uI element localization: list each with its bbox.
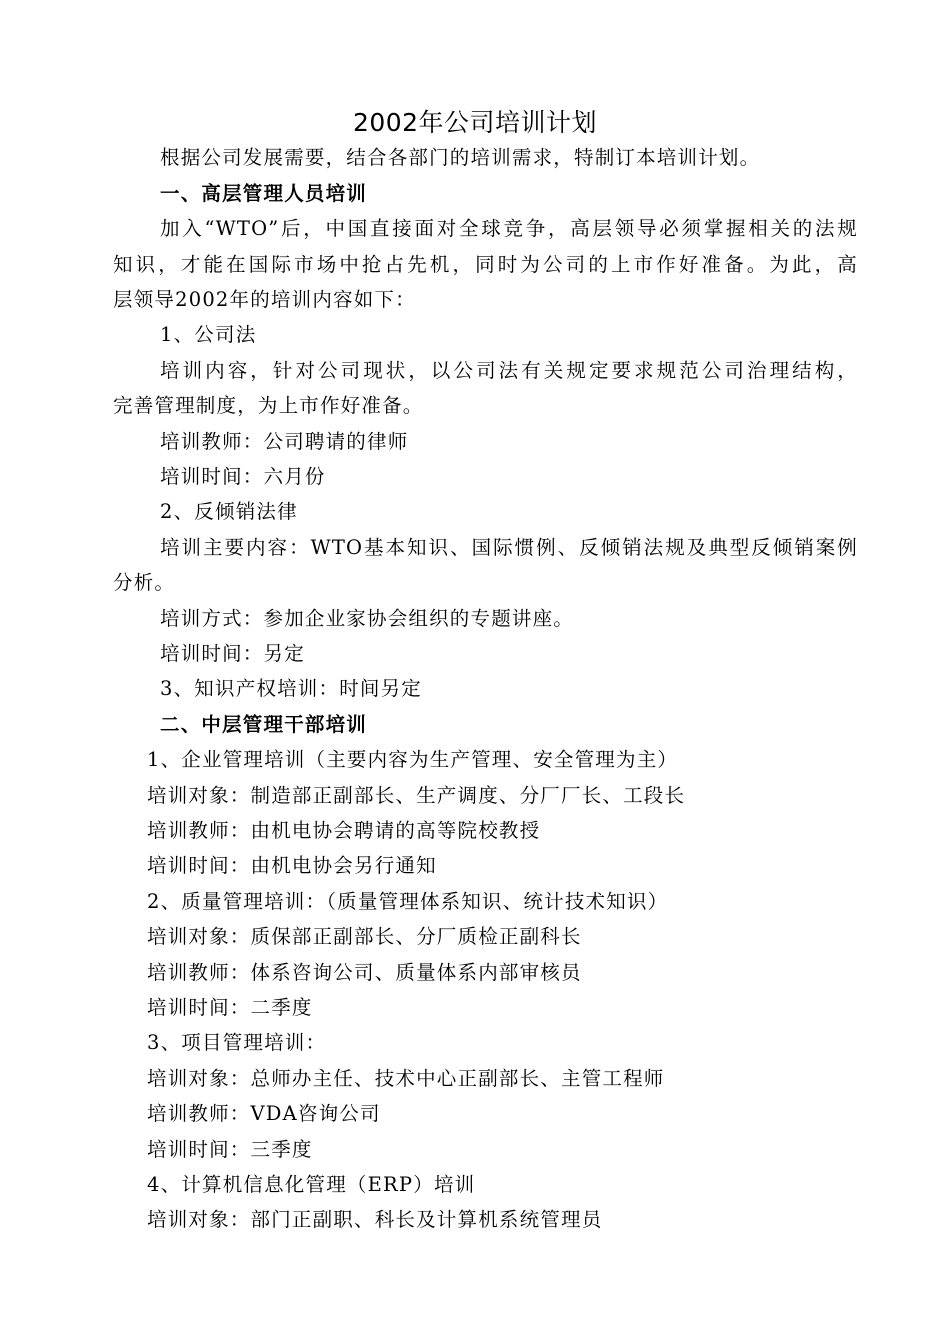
paragraph-line: 加入“WTO”后，中国直接面对全球竞争，高层领导必须掌握相关的法规 bbox=[160, 217, 858, 240]
list-item: 培训时间：三季度 bbox=[147, 1138, 313, 1161]
paragraph-line: 培训主要内容：WTO基本知识、国际惯例、反倾销法规及典型反倾销案例 bbox=[160, 536, 858, 559]
list-item: 培训时间：由机电协会另行通知 bbox=[147, 854, 437, 877]
list-item: 培训对象：制造部正副部长、生产调度、分厂厂长、工段长 bbox=[147, 784, 686, 807]
list-item: 培训教师：体系咨询公司、质量体系内部审核员 bbox=[147, 961, 582, 984]
paragraph-line: 层领导2002年的培训内容如下： bbox=[113, 288, 416, 311]
paragraph-line: 分析。 bbox=[113, 571, 176, 594]
paragraph-line: 完善管理制度，为上市作好准备。 bbox=[113, 394, 424, 417]
subsection-heading: 1、公司法 bbox=[160, 323, 257, 346]
list-item: 培训对象：部门正副职、科长及计算机系统管理员 bbox=[147, 1208, 603, 1231]
list-item: 培训教师：由机电协会聘请的高等院校教授 bbox=[147, 819, 541, 842]
list-item: 培训对象：质保部正副部长、分厂质检正副科长 bbox=[147, 925, 582, 948]
list-item: 培训教师：VDA咨询公司 bbox=[147, 1102, 381, 1125]
list-item: 培训时间：另定 bbox=[160, 642, 305, 665]
list-item: 培训时间：二季度 bbox=[147, 996, 313, 1019]
list-item: 培训教师：公司聘请的律师 bbox=[160, 430, 409, 453]
subsection-heading: 2、质量管理培训：（质量管理体系知识、统计技术知识） bbox=[147, 890, 669, 913]
list-item: 培训对象：总师办主任、技术中心正副部长、主管工程师 bbox=[147, 1067, 665, 1090]
subsection-heading: 3、项目管理培训： bbox=[147, 1031, 327, 1054]
paragraph-line: 知识，才能在国际市场中抢占先机，同时为公司的上市作好准备。为此，高 bbox=[113, 253, 858, 276]
list-item: 培训时间：六月份 bbox=[160, 465, 326, 488]
intro-paragraph: 根据公司发展需要，结合各部门的培训需求，特制订本培训计划。 bbox=[160, 146, 761, 169]
section-heading-senior: 一、高层管理人员培训 bbox=[160, 182, 368, 205]
paragraph-line: 培训内容，针对公司现状，以公司法有关规定要求规范公司治理结构， bbox=[160, 359, 858, 382]
subsection-heading: 4、计算机信息化管理（ERP）培训 bbox=[147, 1173, 476, 1196]
list-item: 培训方式：参加企业家协会组织的专题讲座。 bbox=[160, 607, 575, 630]
subsection-heading: 3、知识产权培训：时间另定 bbox=[160, 677, 423, 700]
document-title: 2002年公司培训计划 bbox=[352, 108, 598, 137]
subsection-heading: 2、反倾销法律 bbox=[160, 500, 298, 523]
subsection-heading: 1、企业管理培训（主要内容为生产管理、安全管理为主） bbox=[147, 748, 679, 771]
section-heading-middle: 二、中层管理干部培训 bbox=[160, 713, 368, 736]
